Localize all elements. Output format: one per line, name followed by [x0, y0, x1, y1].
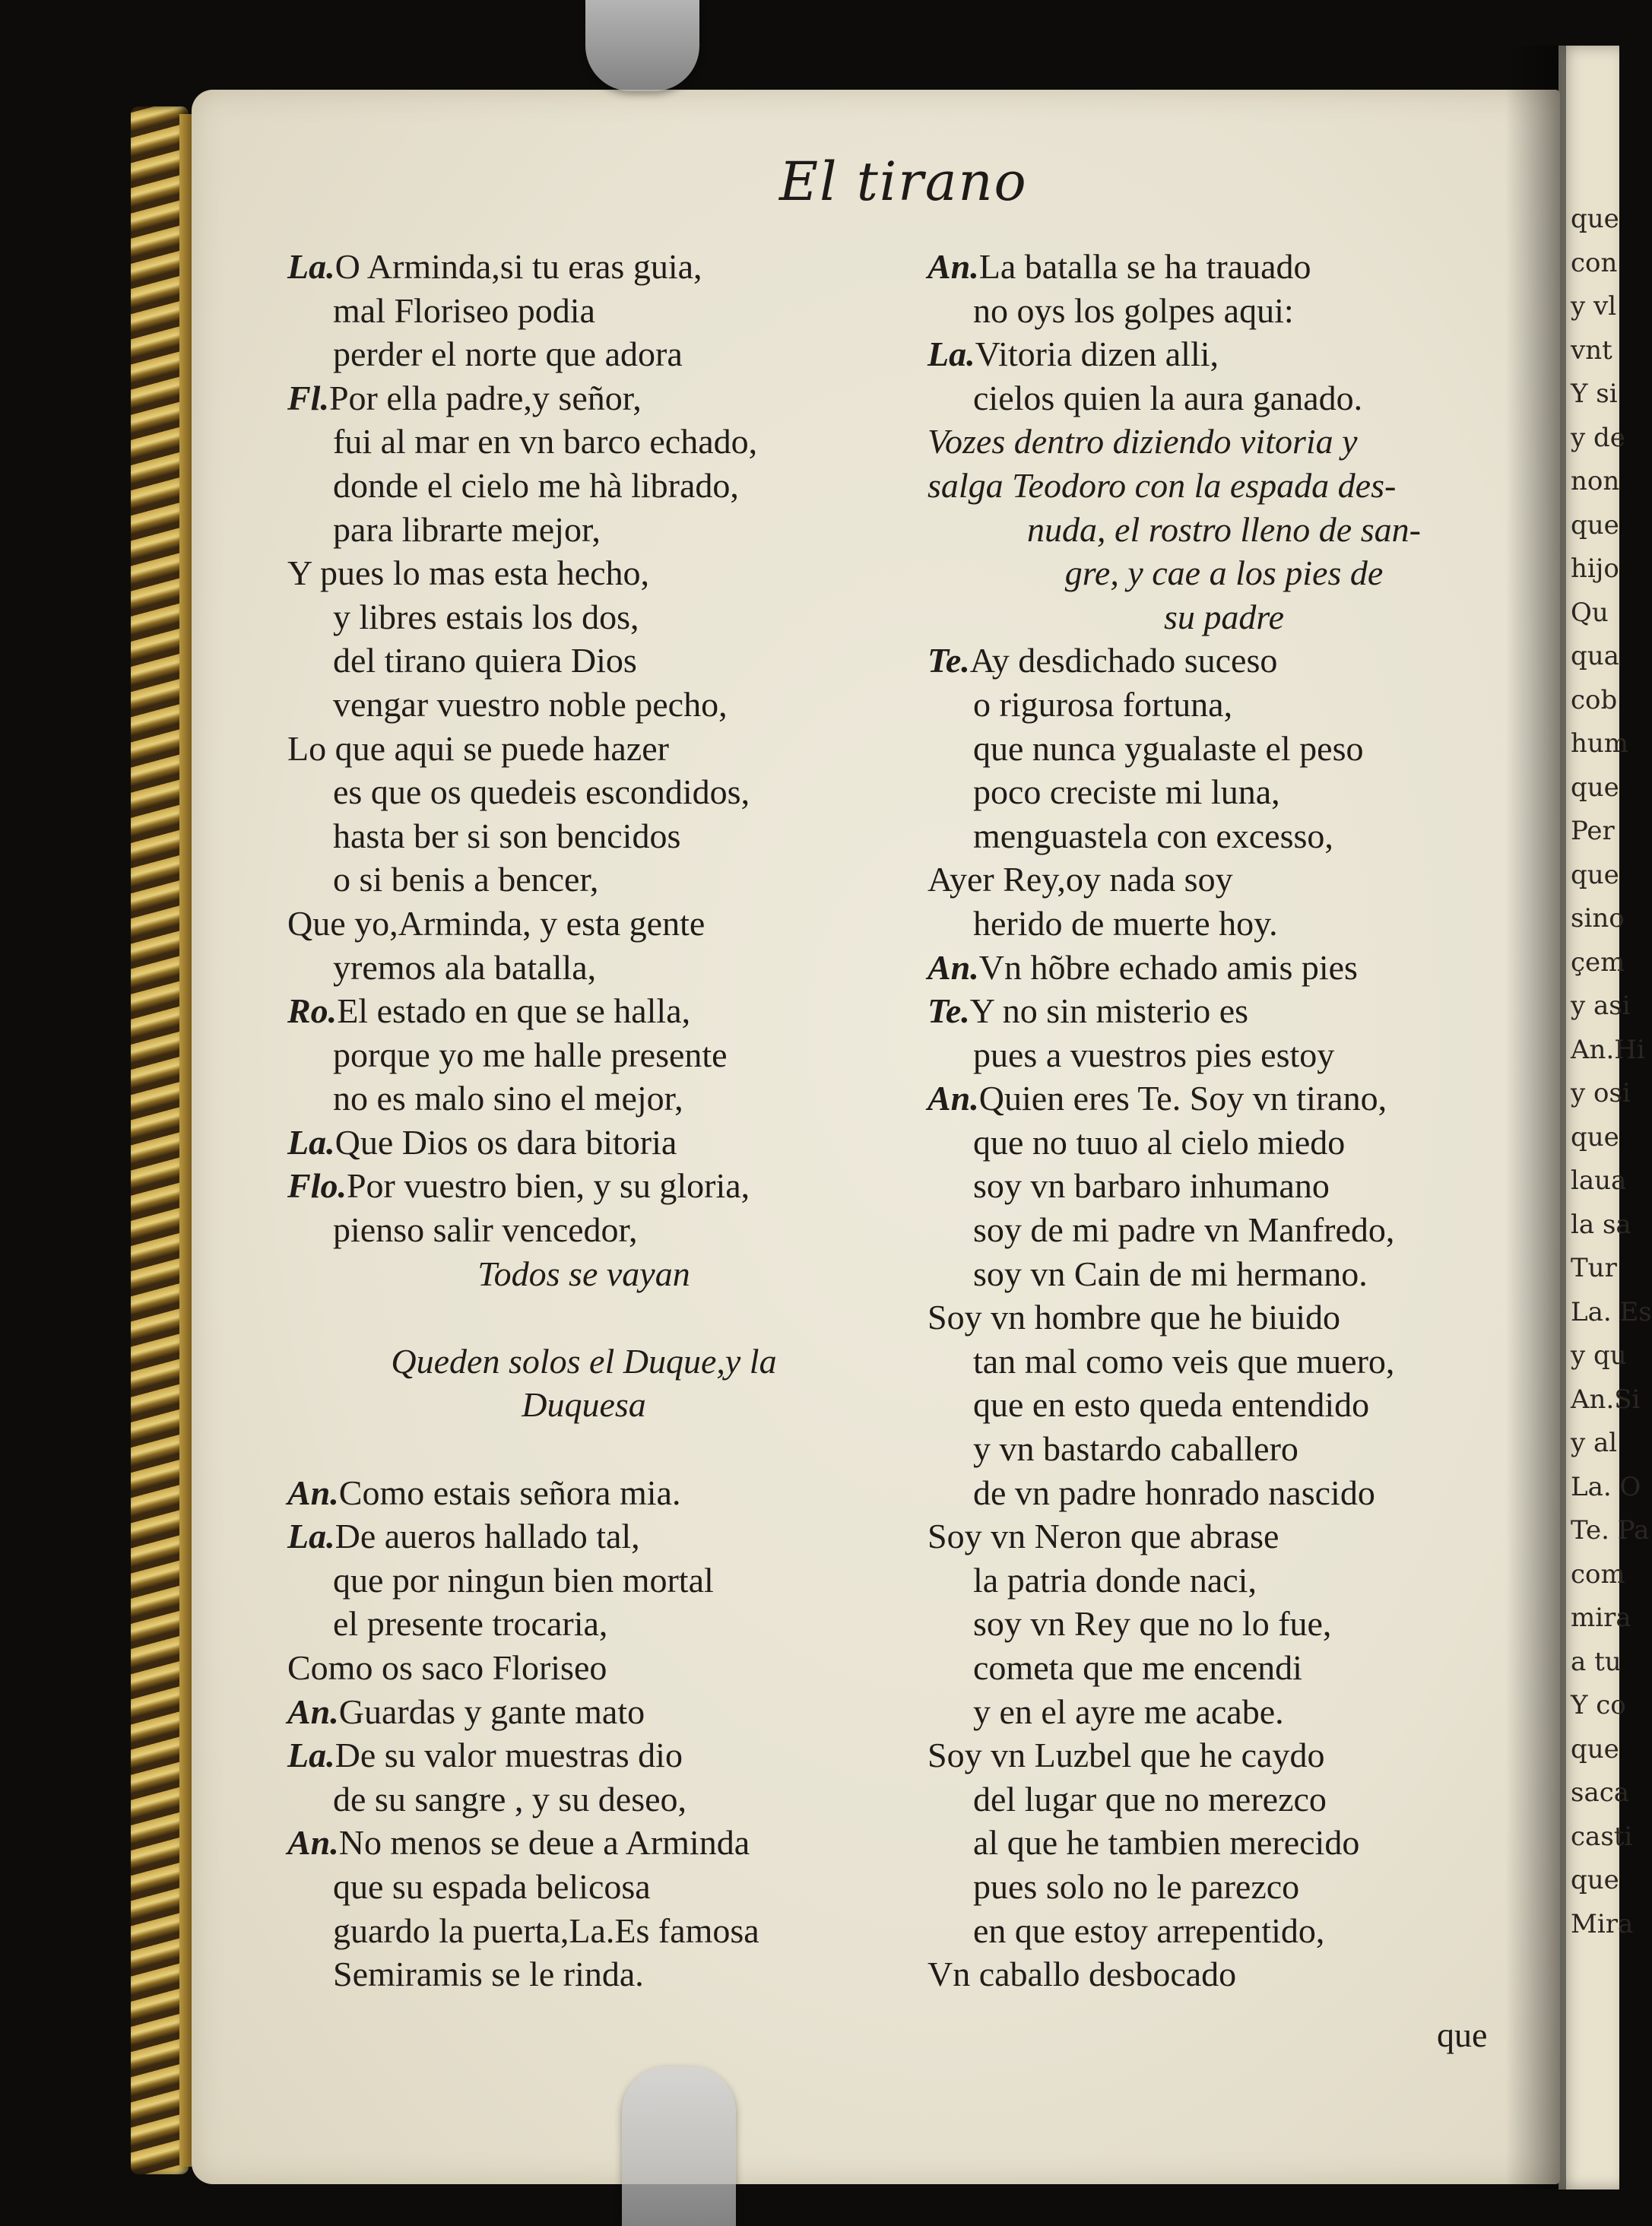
- verse-text: del tirano quiera Dios: [333, 641, 637, 680]
- running-head: El tirano: [779, 151, 1028, 213]
- verse-line: [287, 1121, 880, 1165]
- verse-text: de vn padre honrado nascido: [973, 1473, 1375, 1512]
- adjacent-fragment: saca: [1571, 1777, 1630, 1808]
- verse-text: donde el cielo me hà librado,: [333, 465, 739, 505]
- verse-text: tan mal como veis que muero,: [973, 1341, 1395, 1381]
- adjacent-fragment: que: [1571, 509, 1619, 541]
- adjacent-fragment: com: [1571, 1559, 1625, 1590]
- verse-line: [287, 946, 880, 990]
- adjacent-fragment: y vl: [1571, 291, 1617, 322]
- verse-line: [927, 1514, 1520, 1559]
- verse-line: [927, 1033, 1520, 1077]
- verse-line: [927, 1121, 1520, 1165]
- verse-text: De su valor muestras dio: [335, 1736, 683, 1775]
- speaker-label: La.: [287, 1122, 335, 1162]
- verse-text: O Arminda,si tu eras guia,: [335, 247, 702, 286]
- verse-text: Vn hõbre echado amis pies: [978, 947, 1358, 987]
- adjacent-fragment: y qu: [1571, 1340, 1627, 1371]
- verse-text: en que estoy arrepentido,: [973, 1910, 1325, 1950]
- verse-line: [287, 332, 880, 376]
- verse-text: que nunca ygualaste el peso: [973, 728, 1364, 768]
- verse-text: que por ningun bien mortal: [333, 1560, 714, 1600]
- verse-line: [927, 1208, 1520, 1252]
- verse-text: El estado en que se halla,: [337, 991, 691, 1031]
- verse-text: soy vn Cain de mi hermano.: [973, 1254, 1368, 1293]
- verse-line: [927, 902, 1520, 946]
- speaker-label: La.: [287, 247, 335, 286]
- verse-line: [287, 1865, 880, 1909]
- verse-text: Duquesa: [522, 1385, 646, 1425]
- speaker-label: An.: [287, 1473, 339, 1512]
- verse-line: [287, 683, 880, 727]
- verse-line: [287, 376, 880, 420]
- verse-text: cometa que me encendi: [973, 1648, 1302, 1687]
- verse-line: [927, 1252, 1520, 1296]
- verse-line: [927, 858, 1520, 902]
- verse-text: Por ella padre,y señor,: [328, 378, 642, 417]
- verse-text: Ayer Rey,oy nada soy: [927, 860, 1233, 899]
- adjacent-fragment: Y si: [1571, 379, 1618, 409]
- verse-line: [927, 1340, 1520, 1384]
- verse-text: Vozes dentro diziendo vitoria y: [927, 422, 1358, 461]
- stage-direction: [927, 551, 1520, 595]
- verse-text: Vn caballo desbocado: [927, 1955, 1237, 1994]
- verse-line: [287, 1295, 880, 1340]
- verse-line: [927, 1471, 1520, 1515]
- verse-text: cielos quien la aura ganado.: [973, 378, 1363, 417]
- verse-text: Vitoria dizen alli,: [975, 335, 1219, 374]
- adjacent-fragment: Qu: [1571, 597, 1609, 628]
- verse-text: no es malo sino el mejor,: [333, 1079, 683, 1118]
- verse-line: [927, 989, 1520, 1033]
- verse-line: [927, 1427, 1520, 1471]
- adjacent-fragment: que: [1571, 859, 1619, 890]
- verse-line: [927, 1295, 1520, 1340]
- verse-line: [287, 1690, 880, 1734]
- speaker-label: Fl.: [287, 378, 329, 417]
- verse-text: y libres estais los dos,: [333, 597, 639, 636]
- adjacent-fragment: laua: [1571, 1165, 1627, 1196]
- adjacent-fragment: Per: [1571, 816, 1615, 846]
- verse-text: del lugar que no merezco: [973, 1779, 1327, 1819]
- verse-line: [287, 1777, 880, 1822]
- adjacent-fragment: An.Hi: [1571, 1034, 1645, 1065]
- verse-text: Guardas y gante mato: [338, 1692, 645, 1731]
- verse-line: [927, 332, 1520, 376]
- verse-line: [927, 376, 1520, 420]
- verse-line: [287, 1602, 880, 1646]
- verse-line: [927, 1383, 1520, 1427]
- speaker-label: Te.: [927, 991, 970, 1031]
- speaker-label: Ro.: [287, 991, 338, 1031]
- adjacent-fragment: Y co: [1571, 1690, 1626, 1720]
- adjacent-fragment: y osi: [1571, 1078, 1631, 1108]
- verse-text: de su sangre , y su deseo,: [333, 1779, 687, 1819]
- left-text-column: [287, 245, 880, 1996]
- verse-line: [927, 1952, 1520, 1996]
- adjacent-fragment: y de: [1571, 422, 1625, 453]
- verse-text: soy de mi padre vn Manfredo,: [973, 1210, 1395, 1250]
- stage-direction: [287, 1252, 880, 1296]
- adjacent-fragment: La. Es: [1571, 1296, 1652, 1327]
- verse-text: gre, y cae a los pies de: [1064, 553, 1384, 593]
- verse-line: [287, 1821, 880, 1865]
- verse-text: y vn bastardo caballero: [973, 1429, 1298, 1469]
- verse-line: [287, 814, 880, 858]
- verse-line: [927, 1077, 1520, 1121]
- verse-text: porque yo me halle presente: [333, 1035, 728, 1074]
- adjacent-fragment: La. O: [1571, 1471, 1641, 1502]
- verse-text: pienso salir vencedor,: [333, 1210, 638, 1250]
- verse-text: herido de muerte hoy.: [973, 903, 1278, 943]
- verse-text: que no tuuo al cielo miedo: [973, 1122, 1346, 1162]
- verse-text: guardo la puerta,La.Es famosa: [333, 1910, 759, 1950]
- verse-line: [927, 245, 1520, 289]
- verse-text: nuda, el rostro lleno de san-: [1027, 509, 1421, 549]
- adjacent-fragment: Mira: [1571, 1908, 1634, 1939]
- verse-text: De aueros hallado tal,: [335, 1517, 640, 1556]
- speaker-label: An.: [927, 247, 979, 286]
- verse-text: Semiramis se le rinda.: [333, 1955, 644, 1994]
- verse-text: Soy vn Luzbel que he caydo: [927, 1736, 1325, 1775]
- catchword: que: [1437, 2015, 1488, 2054]
- stage-direction: [927, 420, 1520, 464]
- verse-text: Y no sin misterio es: [969, 991, 1249, 1031]
- verse-line: [287, 508, 880, 552]
- adjacent-fragment: hijo: [1571, 553, 1619, 584]
- speaker-label: La.: [287, 1736, 335, 1775]
- verse-text: mal Floriseo podia: [333, 290, 595, 330]
- verse-text: hasta ber si son bencidos: [333, 816, 681, 855]
- verse-text: Lo que aqui se puede hazer: [287, 728, 669, 768]
- verse-text: Queden solos el Duque,y la: [391, 1341, 777, 1381]
- verse-text: Como estais señora mia.: [338, 1473, 681, 1512]
- adjacent-fragment: que: [1571, 1121, 1619, 1153]
- stage-direction: [927, 595, 1520, 639]
- verse-line: [287, 289, 880, 333]
- adjacent-fragment: Tur: [1571, 1253, 1617, 1283]
- verse-line: [287, 639, 880, 683]
- verse-line: [287, 1033, 880, 1077]
- adjacent-fragment: que: [1571, 1733, 1619, 1765]
- book-clip-top: [585, 0, 699, 91]
- adjacent-fragment: casti: [1571, 1821, 1633, 1852]
- verse-line: [927, 1559, 1520, 1603]
- book-clip-bottom: [622, 2066, 736, 2226]
- verse-line: [287, 245, 880, 289]
- verse-line: [287, 1427, 880, 1471]
- speaker-label: An.: [287, 1823, 339, 1863]
- verse-text: Y pues lo mas esta hecho,: [287, 553, 650, 593]
- verse-text: vengar vuestro noble pecho,: [333, 684, 728, 724]
- adjacent-fragment: cob: [1571, 684, 1618, 715]
- verse-text: la patria donde naci,: [973, 1560, 1257, 1600]
- verse-line: [287, 595, 880, 639]
- verse-line: [287, 1559, 880, 1603]
- verse-line: [287, 770, 880, 814]
- speaker-label: La.: [927, 335, 975, 374]
- verse-text: yremos ala batalla,: [333, 947, 597, 987]
- verse-text: para librarte mejor,: [333, 509, 601, 549]
- verse-line: [287, 1208, 880, 1252]
- verse-line: [287, 1909, 880, 1953]
- verse-line: [287, 1164, 880, 1208]
- verse-line: [927, 1821, 1520, 1865]
- verse-text: poco creciste mi luna,: [973, 772, 1280, 812]
- verse-text: Como os saco Floriseo: [287, 1648, 607, 1687]
- verse-line: [927, 727, 1520, 771]
- adjacent-fragment: vnt: [1571, 335, 1612, 366]
- verse-text: perder el norte que adora: [333, 335, 683, 374]
- verse-line: [927, 1646, 1520, 1690]
- verse-line: [927, 289, 1520, 333]
- speaker-label: An.: [927, 947, 979, 987]
- verse-line: [287, 1733, 880, 1777]
- verse-line: [287, 727, 880, 771]
- speaker-label: La.: [287, 1517, 335, 1556]
- verse-line: [287, 551, 880, 595]
- verse-line: [287, 989, 880, 1033]
- adjacent-fragment: Te. Pa: [1571, 1515, 1650, 1546]
- verse-line: [287, 1646, 880, 1690]
- speaker-label: An.: [927, 1079, 979, 1118]
- verse-text: Por vuestro bien, y su gloria,: [346, 1166, 750, 1206]
- verse-line: [287, 464, 880, 508]
- verse-line: [927, 1777, 1520, 1822]
- verse-text: Que yo,Arminda, y esta gente: [287, 903, 706, 943]
- verse-text: al que he tambien merecido: [973, 1823, 1360, 1863]
- verse-text: Quien eres Te. Soy vn tirano,: [978, 1079, 1387, 1118]
- verse-text: Soy vn Neron que abrase: [927, 1517, 1279, 1556]
- verse-text: que su espada belicosa: [333, 1866, 651, 1906]
- verse-line: [927, 1909, 1520, 1953]
- stage-direction: [927, 508, 1520, 552]
- verse-text: su padre: [1163, 597, 1284, 636]
- verse-text: salga Teodoro con la espada des-: [927, 465, 1397, 505]
- verse-text: pues solo no le parezco: [973, 1866, 1300, 1906]
- verse-text: Todos se vayan: [477, 1254, 690, 1293]
- verse-line: [287, 1514, 880, 1559]
- verse-text: el presente trocaria,: [333, 1604, 608, 1644]
- verse-text: menguastela con excesso,: [973, 816, 1333, 855]
- verse-line: [927, 639, 1520, 683]
- adjacent-fragment: a tu: [1571, 1646, 1622, 1677]
- verse-text: Ay desdichado suceso: [969, 641, 1278, 680]
- stage-direction: [287, 1340, 880, 1384]
- adjacent-fragment: que: [1571, 204, 1619, 234]
- stage-direction: [287, 1383, 880, 1427]
- adjacent-fragment: An.Si: [1571, 1384, 1641, 1415]
- adjacent-fragment: con: [1571, 247, 1618, 278]
- verse-text: pues a vuestros pies estoy: [973, 1035, 1335, 1074]
- adjacent-fragment: que: [1571, 1865, 1619, 1895]
- stage-direction: [927, 464, 1520, 508]
- verse-text: La batalla se ha trauado: [978, 247, 1311, 286]
- adjacent-fragment: y asi: [1571, 991, 1631, 1021]
- verse-text: o si benis a bencer,: [333, 860, 599, 899]
- verse-line: [927, 1865, 1520, 1909]
- verse-text: o rigurosa fortuna,: [973, 684, 1233, 724]
- verse-text: soy vn barbaro inhumano: [973, 1166, 1330, 1206]
- right-text-column: [927, 245, 1520, 1996]
- verse-line: [927, 814, 1520, 858]
- verse-line: [927, 1733, 1520, 1777]
- verse-line: [927, 946, 1520, 990]
- verse-line: [287, 1952, 880, 1996]
- verse-text: Soy vn hombre que he biuido: [927, 1298, 1340, 1337]
- adjacent-page-text: [1571, 198, 1652, 1946]
- verse-line: [927, 770, 1520, 814]
- speaker-label: An.: [287, 1692, 339, 1731]
- verse-text: es que os quedeis escondidos,: [333, 772, 750, 812]
- verse-line: [287, 1077, 880, 1121]
- verse-line: [927, 683, 1520, 727]
- speaker-label: Flo.: [287, 1166, 347, 1206]
- adjacent-fragment: hum: [1571, 728, 1629, 759]
- adjacent-fragment: que: [1571, 772, 1619, 803]
- adjacent-fragment: qua: [1571, 641, 1619, 671]
- verse-text: que en esto queda entendido: [973, 1385, 1370, 1425]
- verse-line: [287, 1471, 880, 1515]
- adjacent-fragment: sino: [1571, 903, 1625, 934]
- verse-text: No menos se deue a Arminda: [338, 1823, 750, 1863]
- verse-line: [287, 902, 880, 946]
- verse-line: [927, 1164, 1520, 1208]
- adjacent-page: [1558, 46, 1652, 2190]
- speaker-label: Te.: [927, 641, 970, 680]
- verse-text: no oys los golpes aqui:: [973, 290, 1294, 330]
- verse-text: fui al mar en vn barco echado,: [333, 422, 758, 461]
- verse-line: [927, 1690, 1520, 1734]
- verse-text: soy vn Rey que no lo fue,: [973, 1604, 1332, 1644]
- verse-text: y en el ayre me acabe.: [973, 1692, 1284, 1731]
- verse-line: [287, 858, 880, 902]
- adjacent-fragment: non: [1571, 466, 1620, 496]
- verse-text: Que Dios os dara bitoria: [335, 1122, 677, 1162]
- verse-line: [287, 420, 880, 464]
- adjacent-fragment: y al: [1571, 1428, 1618, 1458]
- adjacent-fragment: mira: [1571, 1603, 1631, 1633]
- adjacent-fragment: çem: [1571, 947, 1625, 978]
- verse-line: [927, 1602, 1520, 1646]
- adjacent-fragment: la sa: [1571, 1209, 1631, 1240]
